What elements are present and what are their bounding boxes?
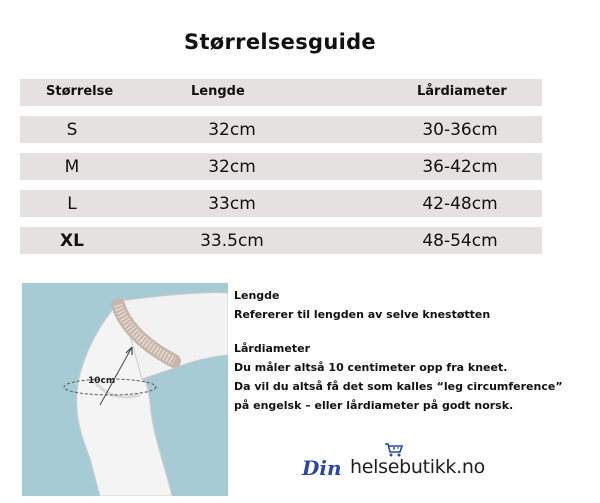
header-thigh: Lårdiameter	[417, 84, 507, 99]
header-size: Størrelse	[46, 84, 114, 99]
thigh-heading: Lårdiameter	[234, 342, 310, 355]
measure-label: 10cm	[88, 376, 116, 386]
cell-thigh: 30-36cm	[422, 120, 498, 140]
table-row	[20, 153, 542, 180]
cell-length: 32cm	[208, 120, 256, 140]
header-length: Lengde	[191, 84, 245, 99]
brand-site: helsebutikk.no	[350, 456, 485, 478]
table-header	[20, 79, 542, 106]
thigh-line: Du måler altså 10 centimeter opp fra kneet.	[234, 361, 508, 374]
cell-thigh: 48-54cm	[422, 231, 498, 251]
cell-length: 33cm	[208, 194, 256, 214]
cell-thigh: 42-48cm	[422, 194, 498, 214]
cell-size: L	[67, 194, 77, 214]
knee-measure-figure	[22, 283, 228, 496]
brand-logo	[300, 442, 520, 482]
page-title: Størrelsesguide	[184, 30, 376, 54]
cell-size: S	[66, 120, 78, 140]
cell-size: M	[64, 157, 80, 177]
table-row	[20, 227, 542, 254]
table-row	[20, 116, 542, 143]
thigh-line: Da vil du altså få det som kalles “leg circumference”	[234, 380, 563, 393]
brand-prefix: Din	[302, 456, 342, 480]
cell-thigh: 36-42cm	[422, 157, 498, 177]
thigh-line: på engelsk – eller lårdiameter på godt norsk.	[234, 399, 514, 412]
length-heading: Lengde	[234, 289, 280, 302]
cell-length: 33.5cm	[200, 231, 264, 251]
info-text	[234, 286, 594, 415]
cell-size: XL	[60, 231, 84, 251]
length-text: Refererer til lengden av selve knestøtten	[234, 308, 491, 321]
cell-length: 32cm	[208, 157, 256, 177]
table-row	[20, 190, 542, 217]
